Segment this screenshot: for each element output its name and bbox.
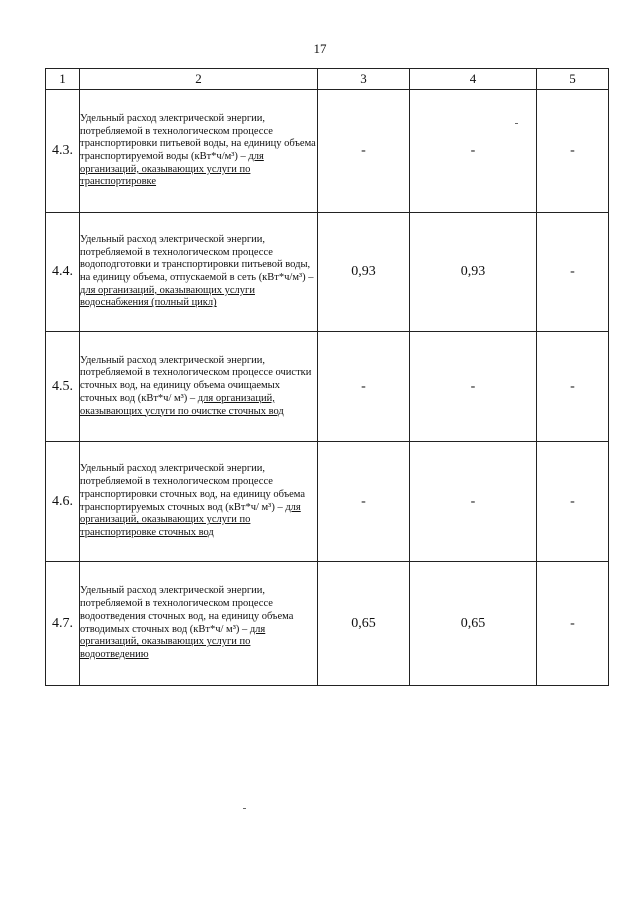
- value-col-4: -: [410, 90, 537, 213]
- value-col-3: -: [318, 332, 410, 442]
- value-col-5: -: [537, 332, 609, 442]
- indicators-table: [45, 68, 609, 686]
- value-col-5: -: [537, 562, 609, 686]
- value-col-5: -: [537, 442, 609, 562]
- description-text: Удельный расход электрической энергии, потребляемой в технологическом процессе водоподготовки и транспортировки питьевой воды, на единицу объема, отпускаемой в сеть (кВт*ч/м³) –: [80, 233, 314, 283]
- row-description: [80, 562, 318, 686]
- description-text: Удельный расход электрической энергии, потребляемой в технологическом процессе водоотведения сточных вод, на единицу объема отводимых сточных вод (кВт*ч/ м³) –: [80, 585, 294, 635]
- header-col-1: 1: [46, 69, 80, 90]
- value-col-3: -: [318, 442, 410, 562]
- description-target-group: для организаций, оказывающих услуги по очистке сточных вод: [80, 392, 284, 417]
- value-col-3: 0,93: [318, 213, 410, 332]
- table-row: [46, 213, 609, 332]
- row-number: 4.6.: [46, 442, 80, 562]
- table-row: [46, 332, 609, 442]
- description-target-group: для организаций, оказывающих услуги по транспортировке сточных вод: [80, 501, 301, 538]
- value-col-5: -: [537, 90, 609, 213]
- row-description: [80, 90, 318, 213]
- row-number: 4.3.: [46, 90, 80, 213]
- table-row: [46, 562, 609, 686]
- row-description: [80, 213, 318, 332]
- table-header-row: [46, 69, 609, 90]
- value-col-5: -: [537, 213, 609, 332]
- table-row: [46, 90, 609, 213]
- description-target-group: для организаций, оказывающих услуги по водоотведению: [80, 623, 266, 660]
- row-number: 4.7.: [46, 562, 80, 686]
- scan-speck: [515, 123, 518, 124]
- value-col-3: -: [318, 90, 410, 213]
- description-text: Удельный расход электрической энергии, потребляемой в технологическом процессе очистки сточных вод, на единицу объема очищаемых сточных вод (кВт*ч/ м³) –: [80, 354, 312, 404]
- header-col-3: 3: [318, 69, 410, 90]
- row-number: 4.5.: [46, 332, 80, 442]
- table-row: [46, 442, 609, 562]
- scan-speck: [243, 808, 246, 809]
- description-target-group: для организаций, оказывающих услуги водоснабжения (полный цикл): [80, 284, 255, 309]
- value-col-4: -: [410, 442, 537, 562]
- header-col-4: 4: [410, 69, 537, 90]
- header-col-2: 2: [80, 69, 318, 90]
- row-description: [80, 332, 318, 442]
- description-target-group: для организаций, оказывающих услуги по транспортировке: [80, 151, 264, 188]
- description-text: Удельный расход электрической энергии, потребляемой в технологическом процессе транспортировки питьевой воды, на единицу объема транспортируемой воды (кВт*ч/м³) –: [80, 112, 316, 162]
- header-col-5: 5: [537, 69, 609, 90]
- value-col-4: 0,65: [410, 562, 537, 686]
- row-description: [80, 442, 318, 562]
- description-text: Удельный расход электрической энергии, потребляемой в технологическом процессе транспортировки сточных вод, на единицу объема транспортируемых сточных вод (кВт*ч/ м³) –: [80, 463, 306, 513]
- row-number: 4.4.: [46, 213, 80, 332]
- value-col-4: -: [410, 332, 537, 442]
- value-col-3: 0,65: [318, 562, 410, 686]
- page-number: 17: [313, 41, 327, 56]
- value-col-4: 0,93: [410, 213, 537, 332]
